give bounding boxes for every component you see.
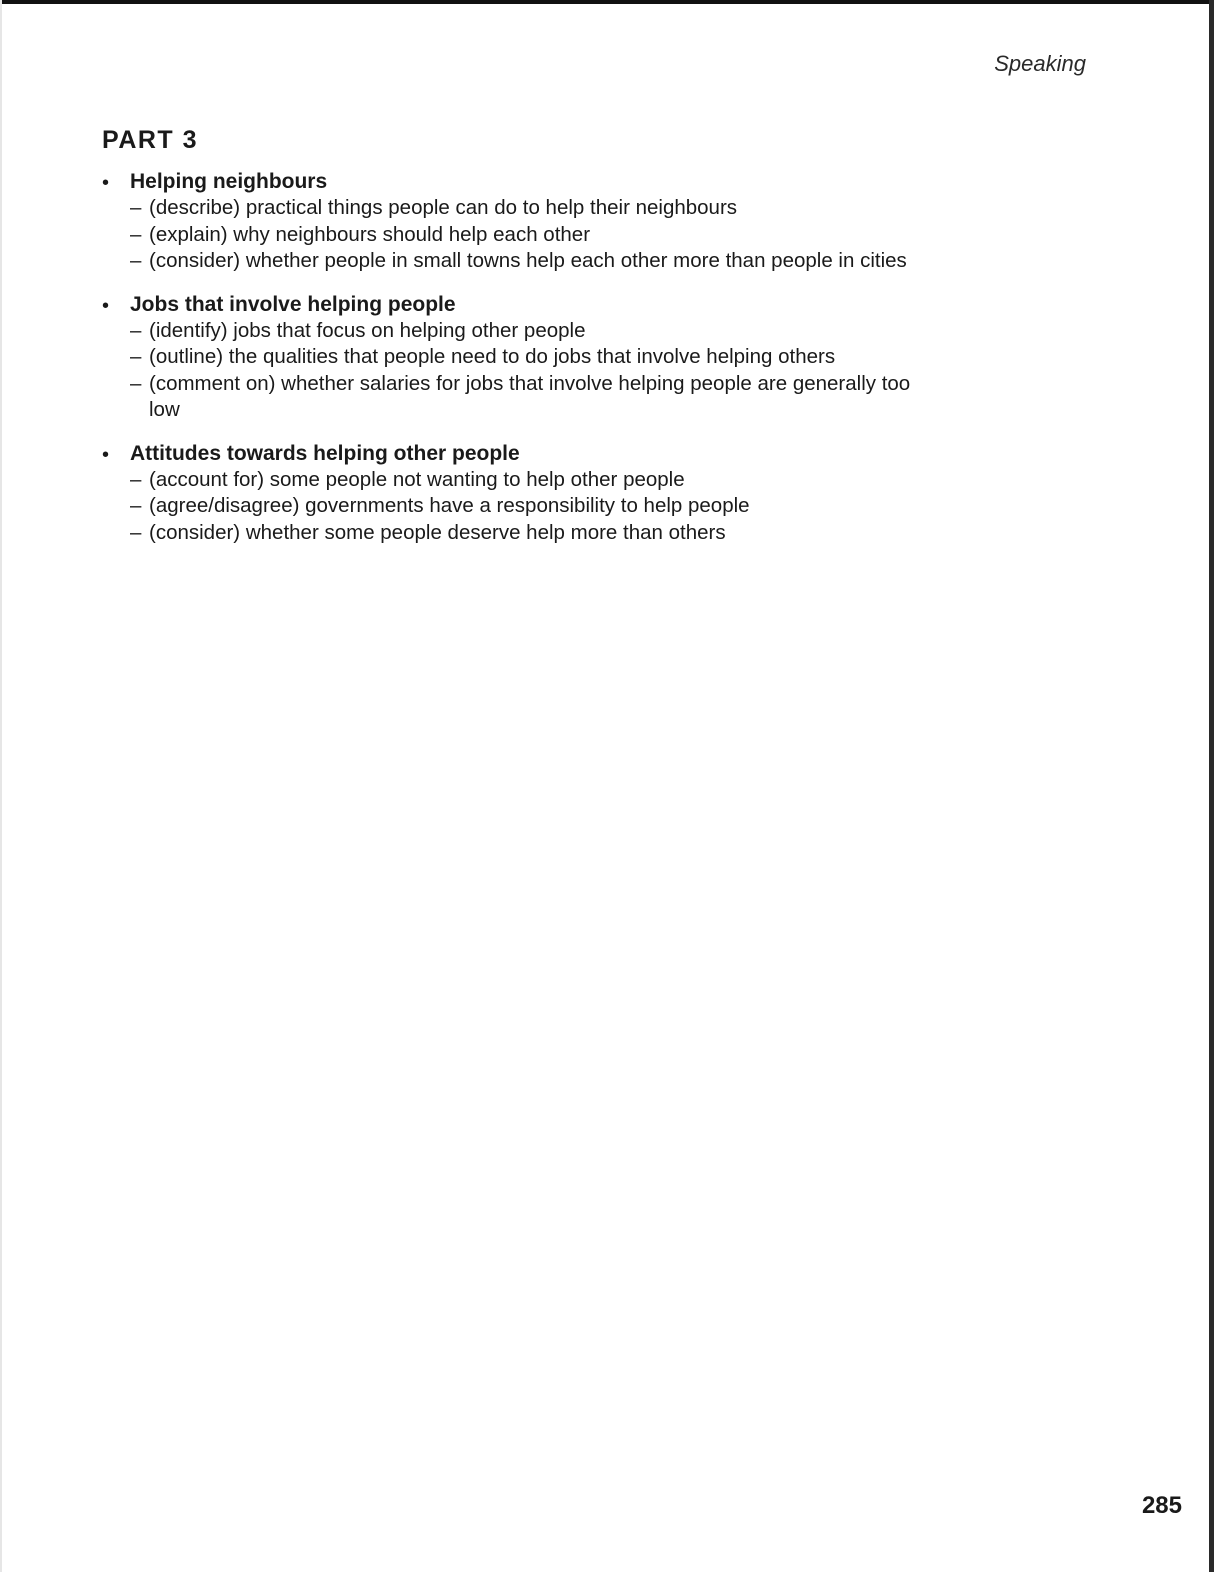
part-heading: PART 3	[102, 126, 199, 154]
prompt-text: (describe) practical things people can do to help their neighbours	[149, 196, 738, 219]
prompt-item	[130, 318, 940, 345]
dash-icon: –	[130, 196, 142, 219]
topic-list	[100, 169, 940, 563]
topic-attitudes-helping	[100, 441, 940, 547]
prompt-text: (consider) whether some people deserve help more than others	[149, 520, 726, 544]
dash-icon: –	[130, 520, 142, 544]
prompt-item	[130, 520, 940, 547]
prompt-item	[130, 467, 940, 494]
page-number: 285	[1141, 1492, 1182, 1519]
dash-icon: –	[130, 467, 142, 491]
prompt-list	[130, 467, 940, 547]
prompt-list	[130, 318, 940, 424]
prompt-item	[130, 222, 940, 249]
prompt-item	[130, 344, 940, 371]
dash-icon: –	[130, 249, 142, 272]
dash-icon: –	[130, 318, 142, 342]
prompt-item	[130, 371, 940, 424]
prompt-text: (identify) jobs that focus on helping other people	[149, 318, 586, 342]
dash-icon: –	[130, 222, 142, 246]
prompt-text: (comment on) whether salaries for jobs that involve helping people are generally too low	[149, 371, 911, 421]
topic-helping-neighbours	[100, 169, 940, 275]
prompt-item	[130, 493, 940, 520]
topic-jobs-helping-people	[100, 292, 940, 424]
topic-title: Helping neighbours	[130, 170, 328, 193]
prompt-text: (agree/disagree) governments have a responsibility to help people	[149, 494, 750, 517]
prompt-text: (consider) whether people in small towns help each other more than people in cities	[149, 249, 907, 272]
prompt-list	[130, 195, 940, 275]
prompt-text: (outline) the qualities that people need to do jobs that involve helping others	[149, 345, 836, 368]
page-right-edge	[1209, 0, 1214, 1572]
dash-icon: –	[130, 494, 142, 517]
prompt-text: (account for) some people not wanting to help other people	[149, 467, 685, 491]
bullet-icon: •	[102, 172, 110, 194]
bullet-icon: •	[102, 294, 110, 317]
prompt-item	[130, 248, 940, 275]
prompt-item	[130, 195, 940, 222]
dash-icon: –	[130, 371, 142, 395]
bullet-icon: •	[102, 443, 110, 466]
page-left-edge	[0, 0, 2, 1572]
running-header: Speaking	[994, 51, 1086, 76]
dash-icon: –	[130, 345, 142, 368]
page-top-edge	[0, 0, 1214, 4]
topic-title: Jobs that involve helping people	[130, 292, 456, 316]
prompt-text: (explain) why neighbours should help each other	[149, 222, 591, 246]
topic-title: Attitudes towards helping other people	[130, 441, 520, 465]
